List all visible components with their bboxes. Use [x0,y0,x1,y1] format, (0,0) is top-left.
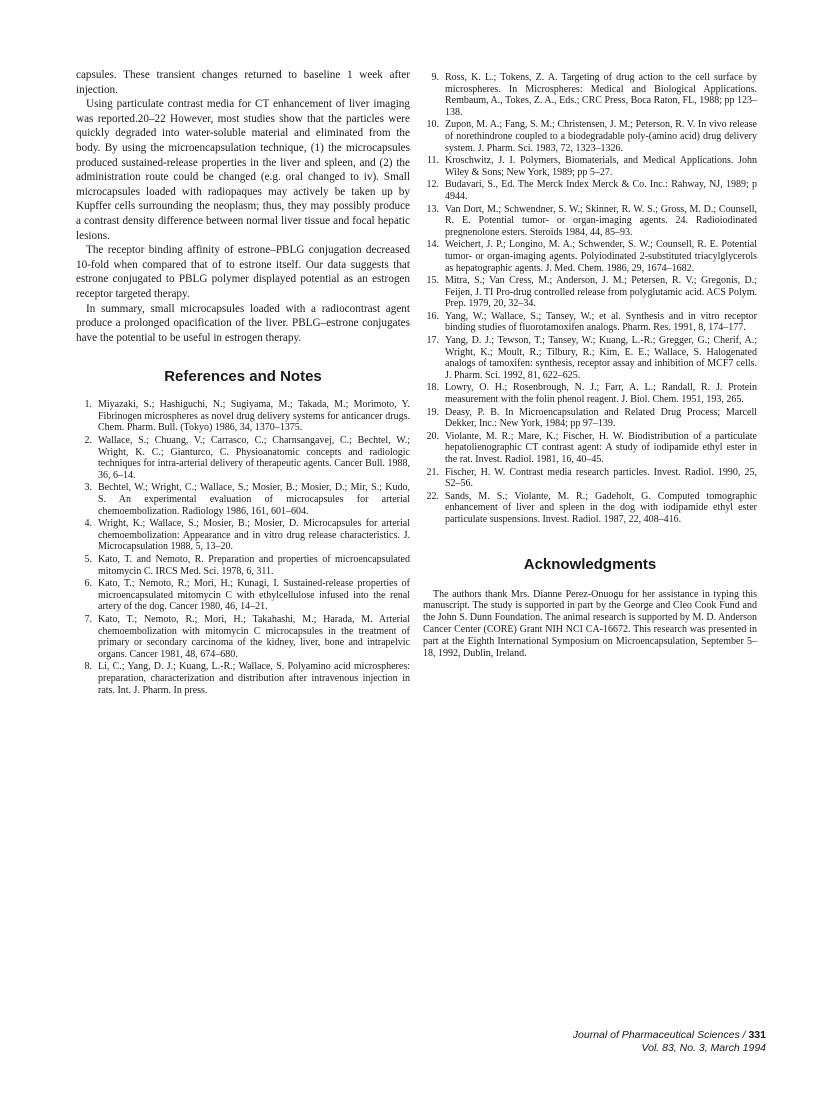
reference-text: Kato, T.; Nemoto, R.; Mori, H.; Takahashi, M.; Harada, M. Arterial chemoembolization with mitomycin C microcapsules in the treatment of primary or secondary carcinoma of the kidney, liver, bone and intrapelvic organs. Cancer 1981, 48, 674–680. [98,613,410,660]
references-heading: References and Notes [164,368,322,386]
reference-item [76,435,410,481]
reference-text: Violante, M. R.; Mare, K.; Fischer, H. W. Biodistribution of a particulate hepatolienographic CT contrast agent: A study of iodipamide ethyl ester in the rat. Invest. Radiol. 1981, 16, 40–45. [445,430,757,465]
reference-number: 1. [84,399,92,411]
paragraph-continuation: capsules. These transient changes returned to baseline 1 week after injection. [76,69,410,96]
reference-item [423,72,757,118]
paragraph-summary: In summary, small microcapsules loaded with a radiocontrast agent produce a prolonged opacification of the liver. PBLG–estrone conjugates have the potential to be useful in estrogen therapy. [76,302,410,344]
reference-number: 7. [84,613,92,625]
reference-item [423,407,757,430]
reference-text: Budavari, S., Ed. The Merck Index Merck & Co. Inc.: Rahway, NJ, 1989; p 4944. [445,179,757,202]
reference-item [423,467,757,490]
reference-text: Sands, M. S.; Violante, M. R.; Gadeholt, G. Computed tomographic enhancement of liver and spleen in the dog with iodipamide ethyl ester particulate suspensions. Invest. Radiol. 1987, 22, 408–416. [445,490,757,525]
reference-text: Yang, W.; Wallace, S.; Tansey, W.; et al. Synthesis and in vitro receptor binding studies of fluorotamoxifen analogs. Pharm. Res. 1991, 8, 174–177. [445,310,757,334]
reference-text: Lowry, O. H.; Rosenbrough, N. J.; Farr, A. L.; Randall, R. J. Protein measurement with the folin phenol reagent. J. Biol. Chem. 1951, 193, 265. [445,382,757,406]
reference-number: 5. [84,554,92,565]
reference-item [76,482,410,517]
reference-text: Wallace, S.; Chuang, V.; Carrasco, C.; Charnsangavej, C.; Bechtel, W.; Wright, K. C.; Gianturco, C. Physioanatomic concepts and radiologic techniques for intra-arterial delivery of therapeutic agents. Cancer Bull. 1988, 36, 6–14. [98,435,410,481]
reference-text: Yang, D. J.; Tewson, T.; Tansey, W.; Kuang, L.-R.; Gregger, G.; Cherif, A.; Wright, K.; Moult, R.; Tilbury, R.; Kim, E. E.; Wallace, S. Halogenated analogs of tamoxifen: synthesis, receptor assay and inhibition of MCF7 cells. J. Pharm. Sci. 1992, 81, 622–625. [445,335,757,381]
reference-text: Fischer, H. W. Contrast media research particles. Invest. Radiol. 1990, 25, S2–56. [445,466,757,490]
reference-number: 21. [426,466,439,478]
journal-name: Journal of Pharmaceutical Sciences / [572,1029,746,1041]
reference-item [76,399,410,434]
reference-number: 22. [426,490,439,502]
reference-number: 9. [431,72,439,83]
paragraph-contrast-media: Using particulate contrast media for CT enhancement of liver imaging was reported.20–22 However, most studies show that the particles were quickly degraded into water-soluble material and eliminated from the body. By using the microencapsulation technique, (1) the microcapsules produced sustained-release properties in the liver and spleen, and (2) the administration route could be changed (e.g. oral changed to iv). Small microcapsules loaded with radiopaques may actively be taken up by Kupffer cells surrounding the neoplasm; thus, they may possibly produce a contrast density difference between normal liver tissue and focal hepatic lesions. [76,98,410,242]
reference-number: 10. [426,119,439,131]
reference-number: 4. [84,518,92,530]
left-column [76,68,410,697]
reference-text: Mitra, S.; Van Cress, M.; Anderson, J. M.; Petersen, R. V.; Gregonis, D.; Feijen, J. TI Pro-drug controlled release from polyglutamic acid. ACS Polym. Prep. 1979, 20, 32–34. [445,275,757,310]
right-column [423,72,757,659]
reference-number: 3. [84,482,92,494]
reference-number: 17. [426,335,439,347]
reference-number: 18. [426,382,439,394]
reference-item [76,661,410,696]
reference-item [76,578,410,613]
reference-item [423,382,757,405]
paragraph-receptor-binding: The receptor binding affinity of estrone–PBLG conjugation decreased 10-fold when compared that of to estrone itself. Our data suggests that estrone conjugated to PBLG polymer displayed potential as an estrogen receptor targeted therapy. [76,244,410,300]
reference-item [423,335,757,381]
reference-text: Miyazaki, S.; Hashiguchi, N.; Sugiyama, M.; Takada, M.; Morimoto, Y. Fibrinogen microspheres as novel drug delivery systems for anticancer drugs. Chem. Pharm. Bull. (Tokyo) 1986, 34, 1370–1375. [98,399,410,434]
acknowledgments [423,589,757,660]
reference-item [423,311,757,334]
reference-text: Ross, K. L.; Tokens, Z. A. Targeting of drug action to the cell surface by microspheres. In Microspheres: Medical and Biological Applications. Rembaum, A., Tokes, Z. A., Eds.; CRC Press, Boca Raton, FL, 1988; pp 123–138. [445,72,757,118]
reference-number: 8. [84,661,92,673]
footer-issue: Vol. 83, No. 3, March 1994 [641,1042,766,1054]
reference-text: Li, C.; Yang, D. J.; Kuang, L.-R.; Wallace, S. Polyamino acid microspheres: preparation, characterization and distribution after intravenous injection in rats. Int. J. Pharm. In press. [98,661,410,696]
page-number: 331 [748,1029,766,1041]
reference-item [76,614,410,660]
reference-number: 12. [426,179,439,191]
reference-item [423,275,757,310]
reference-number: 20. [426,430,439,442]
reference-text: Deasy, P. B. In Microencapsulation and Related Drug Process; Marcell Dekker, Inc.: New York, 1984; pp 97–139. [445,406,757,430]
reference-text: Weichert, J. P.; Longino, M. A.; Schwender, S. W.; Counsell, R. E. Potential tumor- or organ-imaging agents. Polyiodinated 2-substituted triacylglycerols as hepatographic agents. J. Med. Chem. 1986, 29, 1674–1682. [445,239,757,274]
reference-number: 15. [426,275,439,287]
reference-text: Kroschwitz, J. I. Polymers, Biomaterials, and Medical Applications. John Wiley & Sons; New York, 1989; pp 5–27. [445,155,757,178]
reference-text: Zupon, M. A.; Fang, S. M.; Christensen, J. M.; Peterson, R. V. In vivo release of norethindrone coupled to a biodegradable poly-(amino acid) drug delivery system. J. Pharm. Sci. 1983, 72, 1323–1326. [445,119,757,154]
discussion-text [76,68,410,345]
reference-text: Kato, T. and Nemoto, R. Preparation and properties of microencapsulated mitomycin C. IRCS Med. Sci. 1978, 6, 311. [98,554,410,577]
reference-item [423,239,757,274]
references-list-right [423,72,757,526]
page-footer [573,1029,766,1055]
reference-item [423,155,757,178]
acknowledgments-text: The authors thank Mrs. Dianne Perez-Onuogu for her assistance in typing this manuscript. The study is supported in part by the George and Cleo Cook Fund and the John S. Dunn Foundation. The animal research is supported by M. D. Anderson Cancer Center (CORE) Grant NIH NCI CA-16672. This research was presented in part at the Eighth International Symposium on Microencapsulation, September 5–18, 1992, Dublin, Ireland. [423,588,757,659]
reference-number: 11. [426,155,439,167]
reference-number: 6. [84,578,92,590]
reference-item [423,179,757,202]
reference-item [76,518,410,553]
reference-text: Bechtel, W.; Wright, C.; Wallace, S.; Mosier, B.; Mosier, D.; Mir, S.; Kudo, S. An experimental evaluation of microcapsules for arterial chemoembolization. Radiology 1986, 161, 601–604. [98,482,410,517]
reference-number: 14. [426,239,439,251]
reference-text: Van Dort, M.; Schwendner, S. W.; Skinner, R. W. S.; Gross, M. D.; Counsell, R. E. Potential tumor- or organ-imaging agents. 24. Radioiodinated pregnenolone esters. Steroids 1984, 44, 85–93. [445,203,757,238]
reference-item [76,554,410,577]
references-list-left [76,399,410,696]
acknowledgments-heading: Acknowledgments [523,555,657,573]
reference-number: 2. [84,435,92,447]
reference-number: 16. [426,310,439,322]
reference-text: Wright, K.; Wallace, S.; Mosier, B.; Mosier, D. Microcapsules for arterial chemoembolization: Appearance and in vitro drug release characteristics. J. Microcapsulation 1988, 5, 13–20. [98,518,410,553]
reference-text: Kato, T.; Nemoto, R.; Mori, H.; Kunagi, I. Sustained-release properties of microencapsulated mitomycin C with ethylcellulose infused into the renal artery of the dog. Cancer 1980, 46, 14–21. [98,578,410,613]
footer-journal-line [573,1029,766,1042]
reference-item [423,119,757,154]
reference-number: 19. [426,406,439,418]
reference-item [423,204,757,239]
reference-item [423,491,757,526]
reference-item [423,431,757,466]
reference-number: 13. [426,203,439,215]
